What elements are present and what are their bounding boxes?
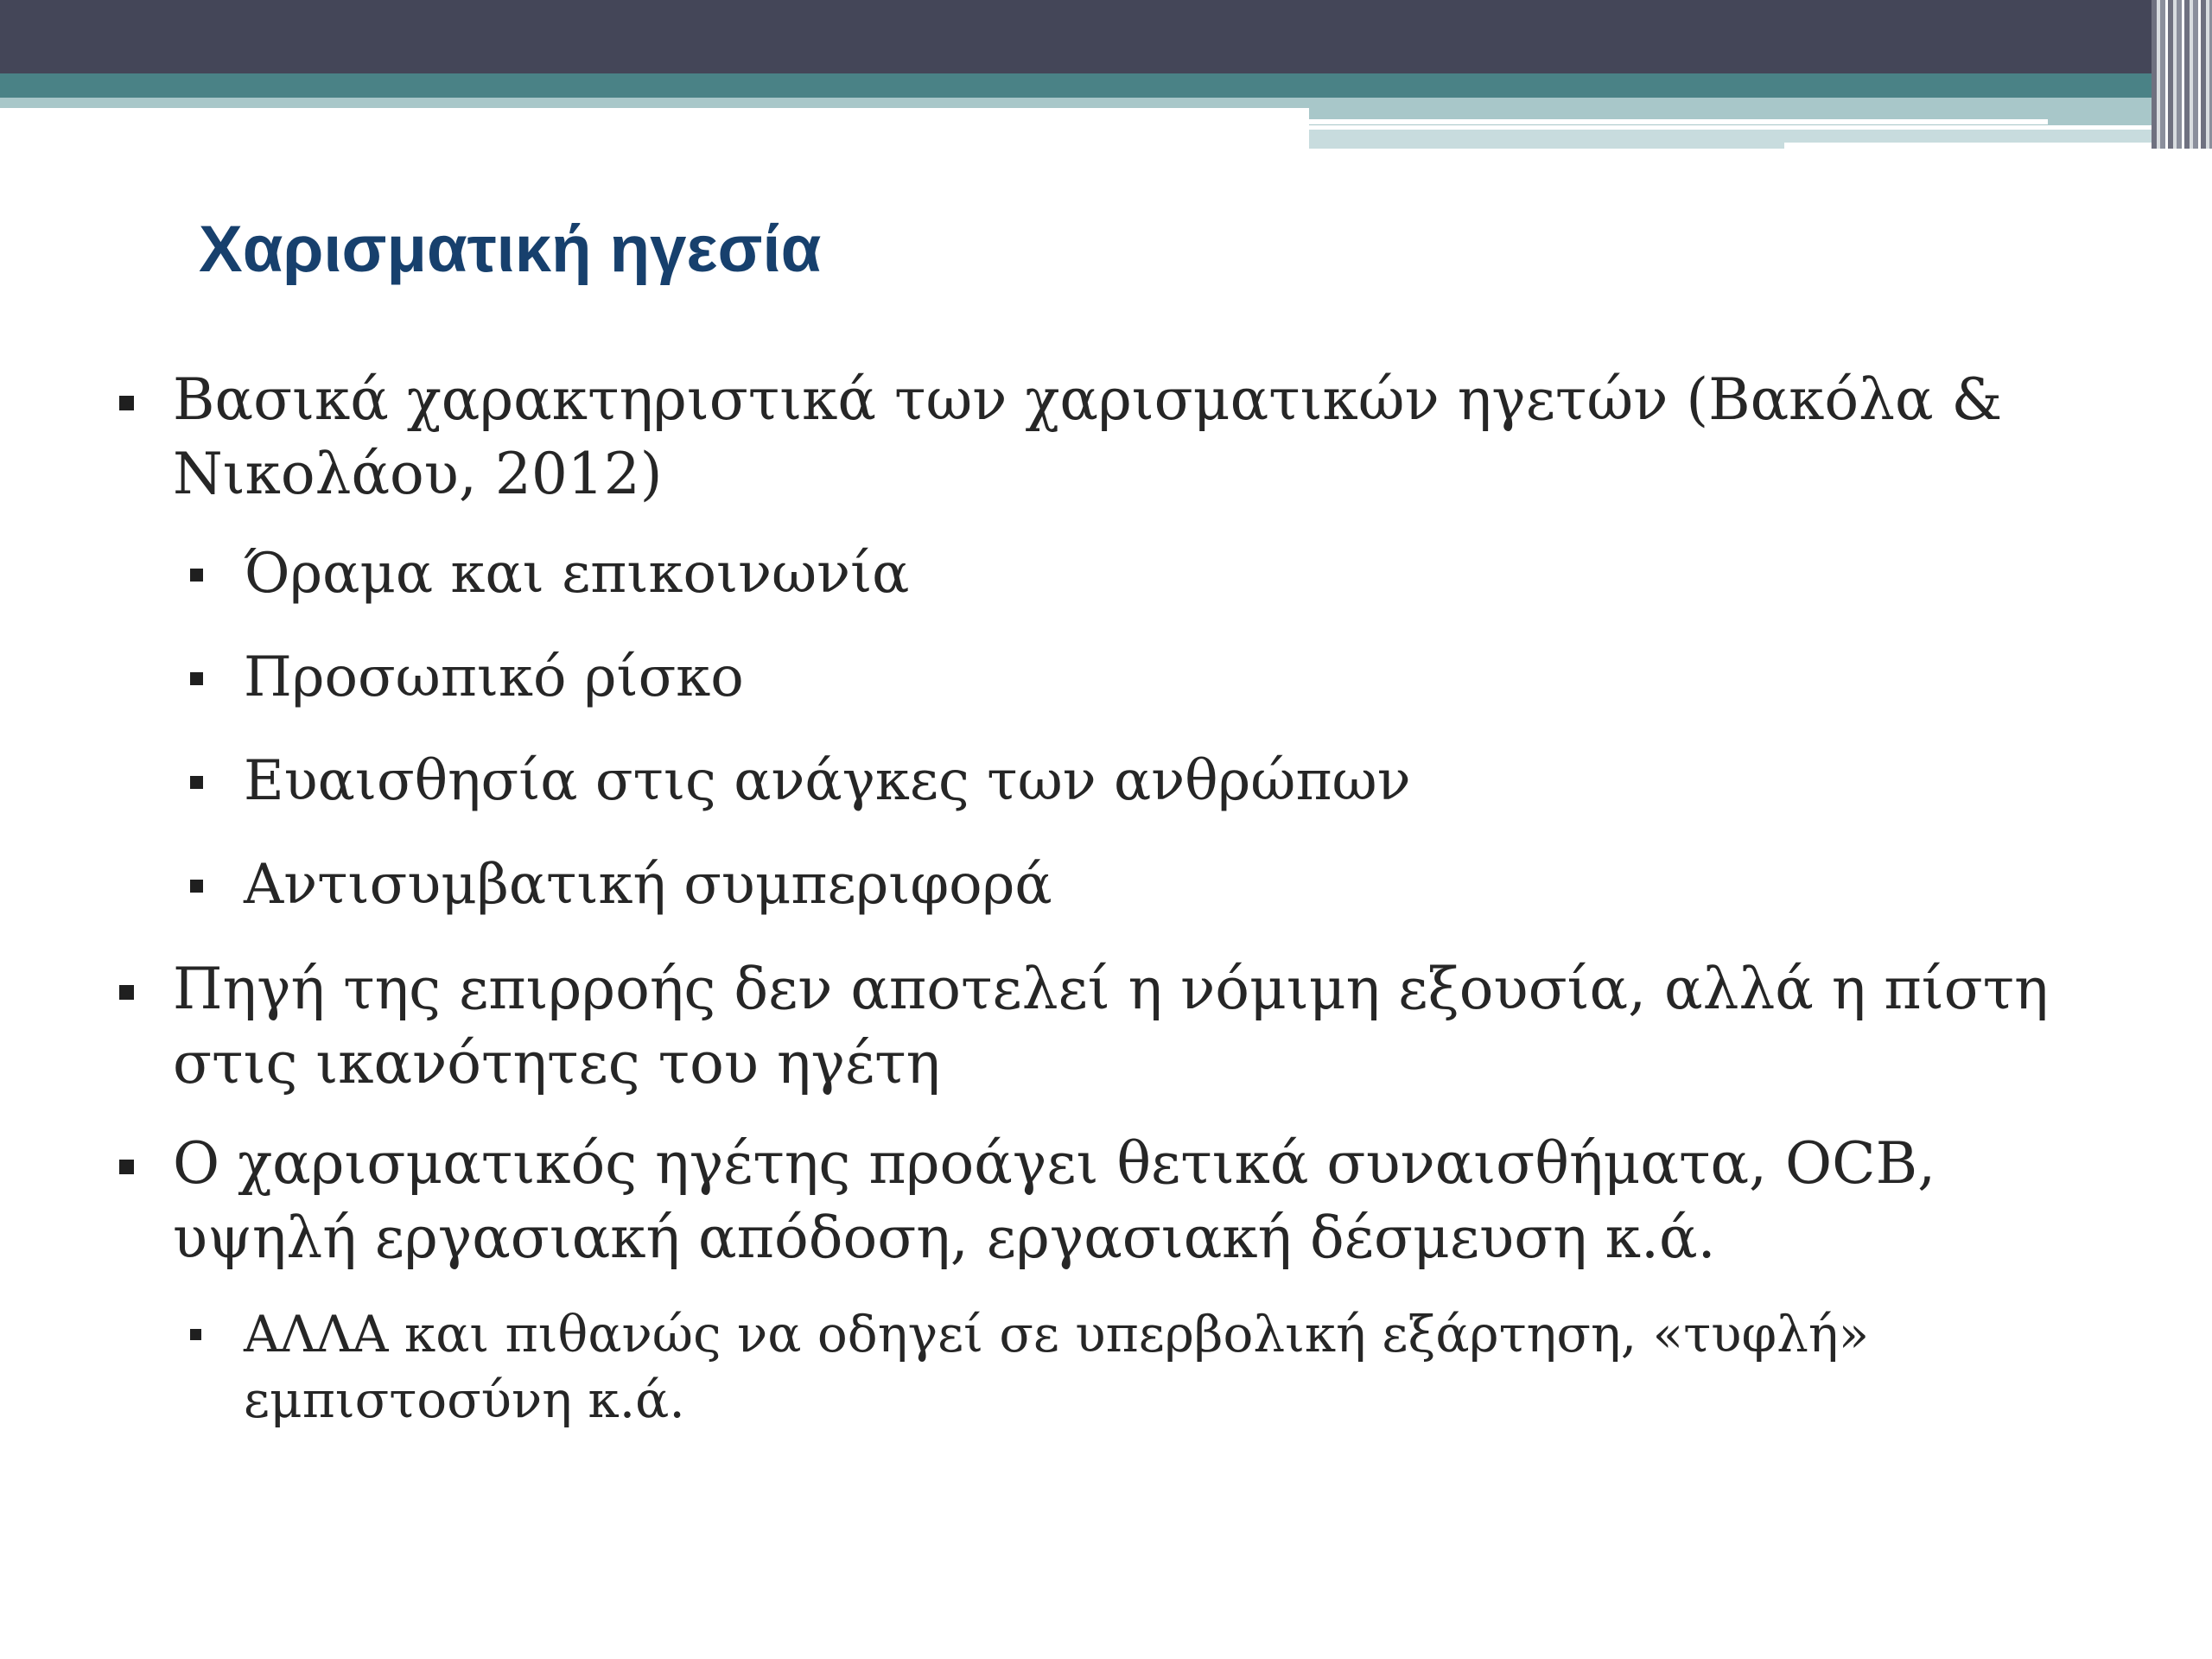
bullet-text: Πηγή της επιρροής δεν αποτελεί η νόμιμη εξουσία, αλλά η πίστη στις ικανότητες του ηγέτη	[173, 956, 2049, 1096]
sub-bullet-text: ΑΛΛΑ και πιθανώς να οδηγεί σε υπερβολική εξάρτηση, «τυφλή» εμπιστοσύνη κ.ά.	[244, 1305, 1870, 1429]
sub-bullet-text: Προσωπικό ρίσκο	[244, 645, 744, 709]
header-band-dark	[0, 0, 2212, 73]
square-bullet-icon	[119, 396, 134, 410]
slide-title: Χαρισματική ηγεσία	[199, 213, 822, 286]
square-bullet-icon	[190, 1329, 201, 1340]
sub-bullet-item	[112, 745, 2126, 817]
header-stripes	[2152, 0, 2212, 149]
bullet-text: Βασικά χαρακτηριστικά των χαρισματικών ηγετών (Βακόλα & Νικολάου, 2012)	[173, 366, 2003, 507]
square-bullet-icon	[190, 672, 203, 685]
bullet-item	[112, 363, 2126, 512]
bullet-text: Ο χαρισματικός ηγέτης προάγει θετικά συναισθήματα, OCB, υψηλή εργασιακή απόδοση, εργασιακή δέσμευση κ.ά.	[173, 1130, 1936, 1271]
bullet-item	[112, 952, 2126, 1101]
sub-bullet-text: Ευαισθησία στις ανάγκες των ανθρώπων	[244, 749, 1411, 813]
sub-bullet-text: Όραμα και επικοινωνία	[244, 542, 910, 606]
header-band-light	[0, 98, 1309, 108]
header-band-right-line	[1309, 119, 2048, 124]
sub-bullet-text: Αντισυμβατική συμπεριφορά	[244, 853, 1052, 917]
square-bullet-icon	[190, 880, 203, 893]
header-band-right-gap	[1784, 143, 2212, 149]
bullet-list	[112, 363, 2126, 1464]
sub-bullet-item	[112, 641, 2126, 714]
square-bullet-icon	[119, 1160, 134, 1174]
sub-bullet-item	[112, 537, 2126, 610]
header-band-teal	[0, 73, 2212, 98]
bullet-item	[112, 1127, 2126, 1275]
sub-bullet-item	[112, 1301, 2126, 1433]
square-bullet-icon	[119, 985, 134, 1000]
square-bullet-icon	[190, 569, 203, 582]
square-bullet-icon	[190, 776, 203, 789]
sub-bullet-item	[112, 849, 2126, 921]
